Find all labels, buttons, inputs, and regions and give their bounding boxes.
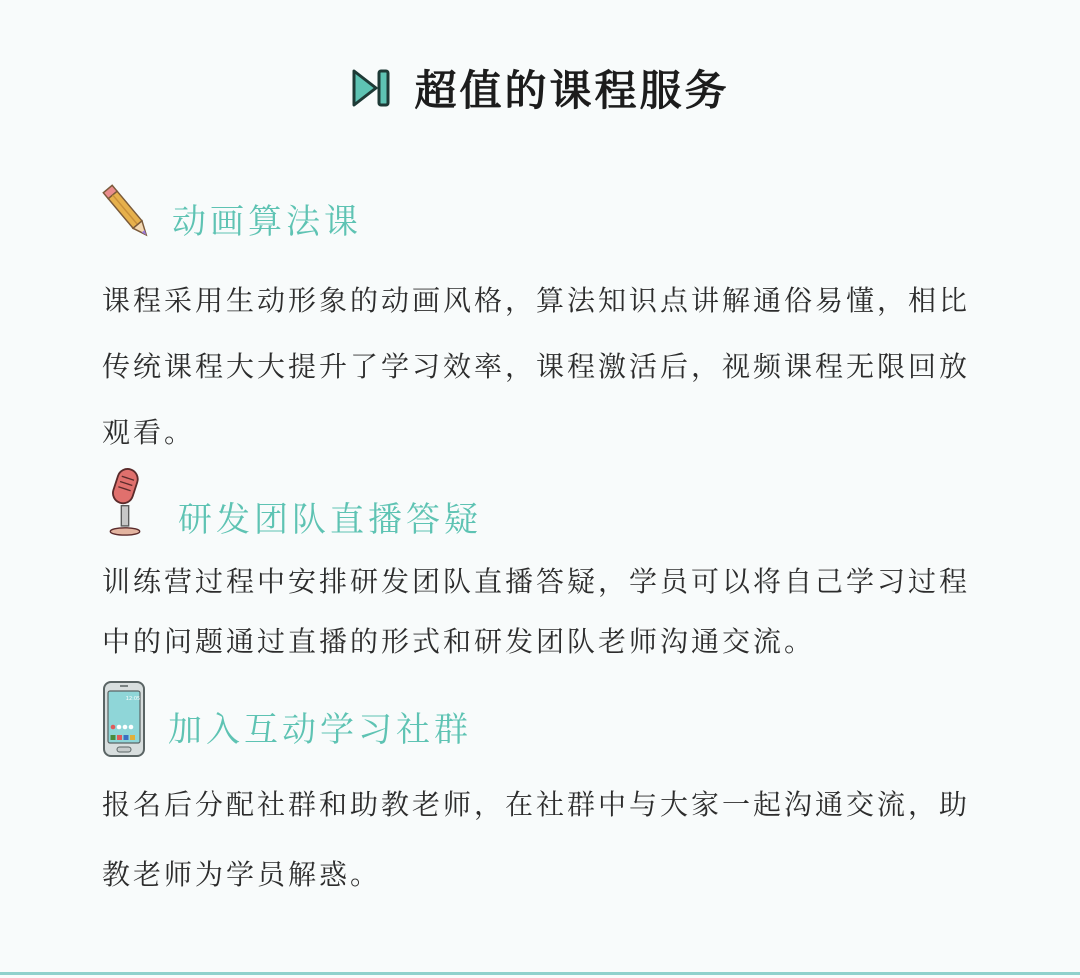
section-title: 研发团队直播答疑	[178, 500, 482, 540]
section-description	[102, 268, 1032, 466]
description-line: 观看。	[102, 416, 196, 449]
description-line: 训练营过程中安排研发团队直播答疑，学员可以将自己学习过程	[102, 565, 971, 598]
bottom-divider	[0, 972, 1080, 975]
page-title: 超值的课程服务	[414, 66, 730, 115]
description-line: 报名后分配社群和助教老师，在社群中与大家一起沟通交流，助	[102, 788, 971, 821]
microphone-icon	[102, 464, 148, 540]
phone-icon	[102, 680, 146, 758]
description-line: 中的问题通过直播的形式和研发团队老师沟通交流。	[102, 625, 816, 658]
description-line: 课程采用生动形象的动画风格，算法知识点讲解通俗易懂，相比	[102, 284, 971, 317]
play-skip-icon	[350, 67, 392, 109]
page-header	[0, 58, 1080, 118]
section-description	[102, 770, 1032, 910]
section-title: 动画算法课	[172, 202, 362, 242]
phone-screen-time: 12:05	[125, 696, 141, 702]
pencil-icon	[98, 180, 156, 244]
description-line: 传统课程大大提升了学习效率，课程激活后，视频课程无限回放	[102, 350, 971, 383]
section-description	[102, 552, 1032, 672]
section-title: 加入互动学习社群	[168, 710, 472, 750]
description-line: 教老师为学员解惑。	[102, 858, 382, 891]
